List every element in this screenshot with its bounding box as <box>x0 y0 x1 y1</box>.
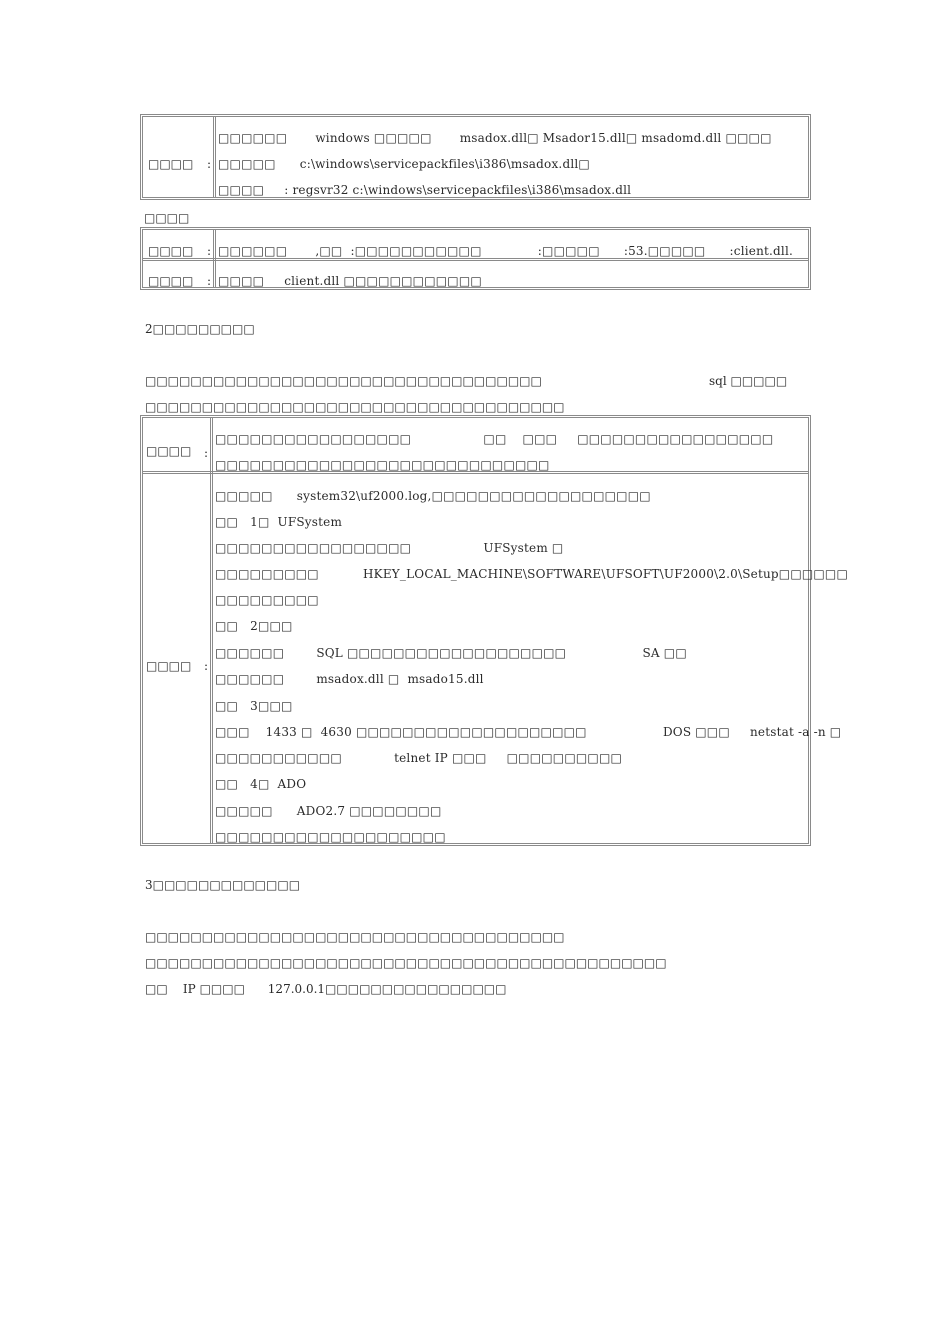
table-1-divider <box>213 117 216 197</box>
paragraph-line: sql □□□□□ <box>709 374 788 388</box>
table-3-row2-line: □□□□□ ADO2.7 □□□□□□□□ <box>215 804 442 818</box>
table-1-line: □□□□□□ windows □□□□□ msadox.dll□ Msador15.dll□ msadomd.dll □□□□ <box>218 131 772 145</box>
section-heading: 3□□□□□□□□□□□□□ <box>145 878 301 892</box>
table-3-row2-line: □□□□□□□□□□□□□□□□□□□□ <box>215 830 446 844</box>
paragraph-line: □□□□□□□□□□□□□□□□□□□□□□□□□□□□□□□□□□□□□□□□□□□□□□ <box>145 956 667 970</box>
table-3-row2-label: □□□□ <box>146 659 192 673</box>
table-2-row1-label: □□□□ <box>148 244 194 258</box>
table-3-row2-colon: : <box>204 659 209 673</box>
section-heading: 2□□□□□□□□□ <box>145 322 255 336</box>
paragraph-line: □□ IP □□□□ 127.0.0.1□□□□□□□□□□□□□□□□ <box>145 982 507 996</box>
table-3-row2-line: □□□ 1433 □ 4630 □□□□□□□□□□□□□□□□□□□□ DOS □□□ netstat -a -n □ <box>215 725 842 739</box>
table-3-row2-line: □□ 3□□□ <box>215 699 293 713</box>
table-3-row2-line: □□ 1□ UFSystem <box>215 515 343 529</box>
table-2 <box>140 227 811 290</box>
table-3-row2-line: □□□□□□ msadox.dll □ msado15.dll <box>215 672 484 686</box>
table-3-row1-label: □□□□ <box>146 444 192 458</box>
table-3-row2-line: □□ 2□□□ <box>215 619 293 633</box>
paragraph-line: □□□□□□□□□□□□□□□□□□□□□□□□□□□□□□□□□□□□□ <box>145 930 565 944</box>
table-2-row-divider <box>143 258 808 261</box>
paragraph-text: □□□□ <box>144 211 190 225</box>
table-2-row2-colon: : <box>207 274 212 288</box>
table-2-row2-label: □□□□ <box>148 274 194 288</box>
table-3-row2-line: □□□□□□□□□□□□□□□□□ UFSystem □ <box>215 541 564 555</box>
table-3-row2-line: □□□□□□□□□ HKEY_LOCAL_MACHINE\SOFTWARE\UFSOFT\UF2000\2.0\Setup□□□□□□ <box>215 567 849 581</box>
table-3-row2-line: □□□□□□ SQL □□□□□□□□□□□□□□□□□□□ SA □□ <box>215 646 687 660</box>
table-1-line: □□□□ : regsvr32 c:\windows\servicepackfiles\i386\msadox.dll <box>218 183 632 197</box>
table-3-row1-colon: : <box>204 446 209 460</box>
table-1-label: □□□□ <box>148 157 194 171</box>
table-3-row2-line: □□□□□□□□□□□ telnet IP □□□ □□□□□□□□□□ <box>215 751 623 765</box>
paragraph-line: □□□□□□□□□□□□□□□□□□□□□□□□□□□□□□□□□□□□□ <box>145 400 565 414</box>
table-1 <box>140 114 811 200</box>
table-2-row1-colon: : <box>207 244 212 258</box>
table-3-row2-line: □□□□□□□□□ <box>215 593 319 607</box>
table-1-line: □□□□□ c:\windows\servicepackfiles\i386\msadox.dll□ <box>218 157 590 171</box>
table-1-colon: : <box>207 157 212 171</box>
table-3-divider <box>210 418 213 843</box>
table-3-row1-line: □□□□□□□□□□□□□□□□□ □□ □□□ □□□□□□□□□□□□□□□□□ <box>215 432 774 446</box>
table-3-row1-line: □□□□□□□□□□□□□□□□□□□□□□□□□□□□□ <box>215 458 550 472</box>
table-2-row2-text: □□□□ client.dll □□□□□□□□□□□□ <box>218 274 482 288</box>
table-3-row2-line: □□ 4□ ADO <box>215 777 307 791</box>
table-3-row2-line: □□□□□ system32\uf2000.log,□□□□□□□□□□□□□□□□□□□ <box>215 489 651 503</box>
table-2-row1-text: □□□□□□ ,□□ :□□□□□□□□□□□ :□□□□□ :53.□□□□□ :client.dll. <box>218 244 794 258</box>
paragraph-line: □□□□□□□□□□□□□□□□□□□□□□□□□□□□□□□□□□□ <box>145 374 542 388</box>
table-3 <box>140 415 849 846</box>
